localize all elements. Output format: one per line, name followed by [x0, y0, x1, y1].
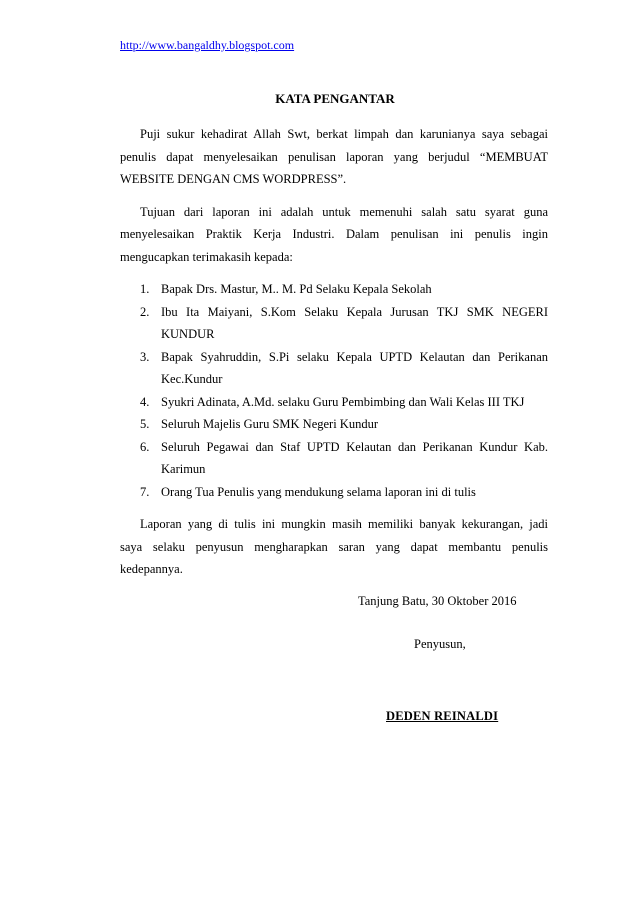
list-number: 7. [140, 484, 150, 499]
header-url-link[interactable]: http://www.bangaldhy.blogspot.com [120, 38, 295, 52]
place-date: Tanjung Batu, 30 Oktober 2016 [358, 594, 517, 608]
list-item [120, 436, 548, 481]
document-body [120, 123, 548, 581]
paragraph-closing-line-1: Laporan yang di tulis ini mungkin masih memiliki banyak kekurangan, jadi [140, 517, 548, 531]
list-item [120, 391, 548, 414]
list-number: 2. [140, 304, 150, 319]
list-number: 6. [140, 439, 150, 454]
thanks-list [120, 278, 548, 503]
list-number: 3. [140, 349, 150, 364]
signer-role: Penyusun, [414, 637, 466, 651]
paragraph-purpose-line-2: menyelesaikan Praktik Kerja Industri. Dalam penulisan ini penulis ingin [120, 227, 548, 241]
list-text: Bapak Syahruddin, S.Pi selaku Kepala UPTD Kelautan dan Perikanan [161, 349, 548, 364]
page-title: KATA PENGANTAR [275, 91, 395, 106]
list-text: Seluruh Pegawai dan Staf UPTD Kelautan dan Perikanan Kundur Kab. [161, 439, 548, 454]
paragraph-intro [120, 123, 548, 191]
list-text: Syukri Adinata, A.Md. selaku Guru Pembimbing dan Wali Kelas III TKJ [161, 394, 525, 409]
paragraph-purpose-line-3: mengucapkan terimakasih kepada: [120, 249, 293, 264]
list-item [120, 301, 548, 346]
list-item [120, 413, 548, 436]
paragraph-purpose [120, 201, 548, 269]
paragraph-purpose-line-1: Tujuan dari laporan ini adalah untuk memenuhi salah satu syarat guna [140, 204, 548, 219]
list-text-continued: Karimun [161, 462, 206, 476]
list-text: Orang Tua Penulis yang mendukung selama laporan ini di tulis [161, 484, 476, 499]
list-text-continued: KUNDUR [161, 327, 215, 341]
paragraph-closing-line-3: kedepannya. [120, 562, 183, 576]
list-text: Bapak Drs. Mastur, M.. M. Pd Selaku Kepala Sekolah [161, 282, 432, 296]
list-number: 4. [140, 394, 150, 409]
list-item [120, 346, 548, 391]
list-text: Seluruh Majelis Guru SMK Negeri Kundur [161, 417, 378, 431]
paragraph-intro-line-2: penulis dapat menyelesaikan penulisan laporan yang berjudul “MEMBUAT [120, 149, 548, 164]
signer-name: DEDEN REINALDI [386, 709, 499, 723]
list-text-continued: Kec.Kundur [161, 372, 223, 386]
list-number: 5. [140, 417, 150, 431]
paragraph-intro-line-3: WEBSITE DENGAN CMS WORDPRESS”. [120, 172, 347, 186]
paragraph-closing [120, 513, 548, 581]
list-number: 1. [140, 282, 150, 296]
paragraph-closing-line-2: saya selaku penyusun mengharapkan saran yang dapat membantu penulis [120, 539, 548, 554]
list-item [120, 481, 548, 504]
paragraph-intro-line-1: Puji sukur kehadirat Allah Swt, berkat limpah dan karunianya saya sebagai [140, 127, 548, 141]
list-text: Ibu Ita Maiyani, S.Kom Selaku Kepala Jurusan TKJ SMK NEGERI [161, 304, 548, 319]
list-item [120, 278, 548, 301]
